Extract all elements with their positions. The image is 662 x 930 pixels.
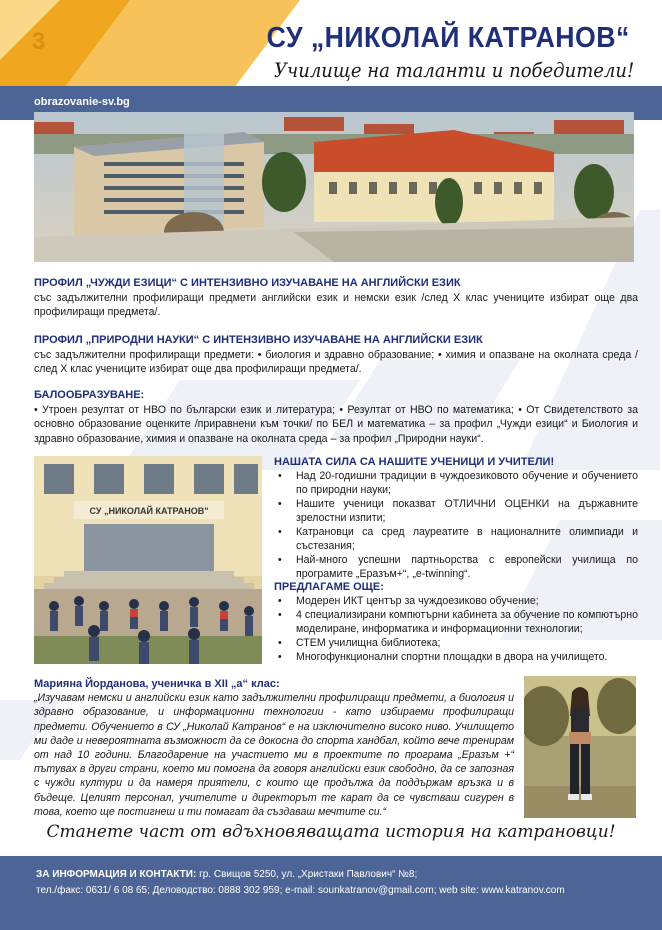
profile-foreign-languages-text: със задължителни профилиращи предмети английски език и немски език /след X клас учениците избират още два профилиращи предмета/.	[34, 291, 638, 318]
footer-address: гр. Свищов 5250, ул. „Христаки Павлович“ №8;	[199, 869, 418, 880]
grading-title: БАЛООБРАЗУВАНЕ:	[34, 389, 145, 401]
student-portrait-photo	[524, 676, 636, 818]
footer-phones: тел./факс: 0631/ 6 08 65; Деловодство: 0888 302 959; e-mail: sounkatranov@gmail.com; web site: www.katranov.com	[36, 885, 565, 896]
profile-natural-sciences-text: със задължителни профилиращи предмети: • биология и здравно образование; • химия и опазване на околната среда /след X клас учениците избират още два профилиращи предмета/.	[34, 348, 638, 375]
list-item: • Модерен ИКТ център за чуждоезиково обучение;	[274, 594, 638, 608]
list-item: • Многофункционални спортни площадки в двора на училището.	[274, 650, 638, 664]
grading-section	[34, 388, 638, 446]
school-motto: Училище на таланти и победители!	[273, 58, 634, 82]
students-photo	[34, 456, 262, 664]
school-aerial-photo	[34, 112, 634, 262]
slogan: Станете част от вдъхновяващата история на катрановци!	[46, 822, 616, 842]
grading-text: • Утроен резултат от НВО по български език и литература; • Резултат от НВО по математика; • От Свидетелството за основно образование оценките /приравнени към точки/ по БЕЛ и математика – за профил „Чужди езици“ и Биология и здравно образование, химия и опазване на околната среда – за профил „Природни науки“.	[34, 403, 638, 445]
list-item: • Най-много успешни партньорства с европейски училища по програмите „Еразъм+“, „e-twinning“.	[274, 553, 638, 581]
profile-natural-sciences	[34, 333, 638, 377]
page-number: 3	[32, 28, 46, 55]
strength-list	[274, 469, 638, 581]
svg-text:СУ „НИКОЛАЙ КАТРАНОВ": СУ „НИКОЛАЙ КАТРАНОВ"	[89, 506, 209, 516]
profile-foreign-languages	[34, 276, 638, 320]
school-title: СУ „НИКОЛАЙ КАТРАНОВ“	[266, 22, 630, 54]
list-item: • 4 специализирани компютърни кабинета за обучение по компютърно моделиране, информатика и информационни технологии;	[274, 608, 638, 636]
offer-section	[274, 580, 638, 664]
profile-foreign-languages-title: ПРОФИЛ „ЧУЖДИ ЕЗИЦИ“ С ИНТЕНЗИВНО ИЗУЧАВАНЕ НА АНГЛИЙСКИ ЕЗИК	[34, 277, 461, 289]
list-item: • Над 20-годишни традиции в чуждоезиковото обучение и обучението по природни науки;	[274, 469, 638, 497]
profile-natural-sciences-title: ПРОФИЛ „ПРИРОДНИ НАУКИ“ С ИНТЕНЗИВНО ИЗУЧАВАНЕ НА АНГЛИЙСКИ ЕЗИК	[34, 334, 483, 346]
list-item: • СТЕМ училищна библиотека;	[274, 636, 638, 650]
list-item: • Нашите ученици показват ОТЛИЧНИ ОЦЕНКИ на държавните зрелостни изпити;	[274, 497, 638, 525]
offer-title: ПРЕДЛАГАМЕ ОЩЕ:	[274, 581, 384, 593]
list-item: • Катрановци са сред лауреатите в националните олимпиади и състезания;	[274, 525, 638, 553]
footer-address-line	[36, 868, 417, 882]
strength-section	[274, 455, 638, 581]
offer-list	[274, 594, 638, 664]
site-url[interactable]: obrazovanie-sv.bg	[34, 96, 130, 108]
testimonial-text: „Изучавам немски и английски език като задължителни профилиращи предмети, а биология и здравно образование, и информационни технологии - като избираеми профилиращи предмети. Обучението в СУ „Николай Катранов“ е на изключително високо ниво. Училището ми даде и невероятната възможност да се докосна до спорта хандбал, който вече тренирам от над 10 години. Благодарение на участието ми в проектите по програма „Еразъм +“ пътувах в други страни, което ми помогна да говоря английски език свободно, да се запозная с чужди култури и да намеря приятели, с които ще продължа да поддържам връзка и в бъдеще. Целият персонал, учителите и директорът те карат да се чувстваш сигурен в това, което ще постигнеш и ти помагат да създаваш мечтите си.“	[34, 692, 514, 818]
testimonial-author: Марияна Йорданова, ученичка в XII „а“ клас:	[34, 678, 280, 690]
strength-title: НАШАТА СИЛА СА НАШИТЕ УЧЕНИЦИ И УЧИТЕЛИ!	[274, 456, 555, 468]
contact-footer	[0, 856, 662, 930]
footer-phones-line	[36, 884, 565, 898]
footer-contact-label: ЗА ИНФОРМАЦИЯ И КОНТАКТИ:	[36, 869, 197, 880]
student-testimonial	[34, 677, 514, 819]
